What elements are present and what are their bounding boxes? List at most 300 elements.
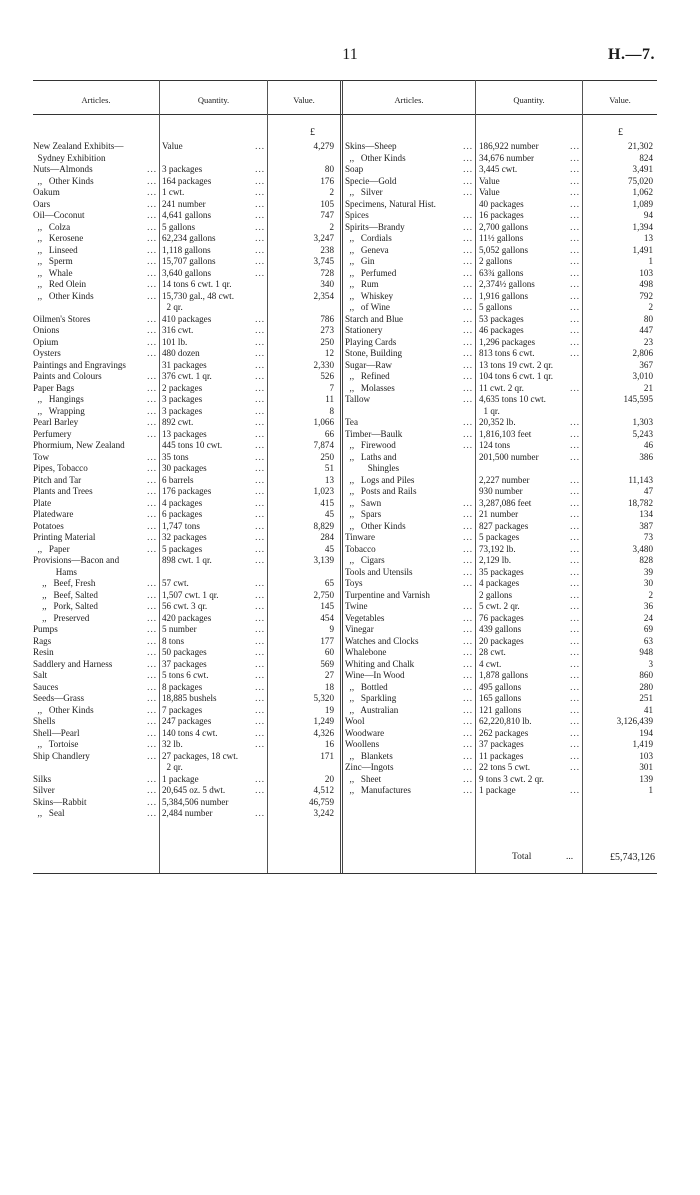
- quantity-text: 13 packages: [162, 428, 207, 439]
- quantity-cell: [479, 360, 580, 372]
- quantity-text: 15,707 gallons: [162, 256, 216, 266]
- article-name: Rags: [33, 635, 52, 646]
- leader-dots: ...: [147, 371, 157, 381]
- quantity-cell: [479, 682, 580, 694]
- leader-dots: ...: [147, 175, 157, 186]
- quantity-cell: [479, 785, 580, 797]
- quantity-text: 5 packages: [479, 532, 520, 542]
- table-row: [0, 176, 700, 188]
- leader-dots: ...: [570, 601, 580, 611]
- article-cell: [345, 716, 473, 728]
- leader-dots: ...: [463, 647, 473, 657]
- table-row: [0, 199, 700, 211]
- leader-dots: ...: [463, 244, 473, 255]
- leader-dots: ...: [147, 290, 157, 301]
- article-name: Oysters: [33, 348, 61, 358]
- table-row: [0, 371, 700, 383]
- article-name: ,, Laths and: [345, 451, 397, 462]
- quantity-text: 316 cwt.: [162, 325, 194, 335]
- quantity-text: 247 packages: [162, 716, 212, 726]
- leader-dots: ...: [463, 785, 473, 795]
- value-cell: 4,279: [313, 141, 334, 151]
- quantity-text: 2,484 number: [162, 808, 213, 818]
- article-name: Seeds—Grass: [33, 693, 85, 703]
- quantity-text: 101 lb.: [162, 336, 188, 347]
- quantity-text: 3 packages: [162, 394, 203, 404]
- leader-dots: ...: [255, 555, 265, 565]
- leader-dots: ...: [255, 785, 265, 795]
- value-cell: 105: [320, 198, 334, 209]
- quantity-text: 2,374½ gallons: [479, 279, 535, 289]
- article-name: Saddlery and Harness: [33, 658, 113, 669]
- quantity-cell: [479, 578, 580, 590]
- quantity-text: 53 packages: [479, 313, 524, 324]
- quantity-text: 3,287,086 feet: [479, 497, 532, 508]
- article-name: Wool: [345, 716, 365, 726]
- quantity-cell: [479, 716, 580, 728]
- article-name: ,, Whiskey: [345, 290, 394, 301]
- leader-dots: ...: [147, 704, 157, 715]
- value-cell: 2: [329, 221, 334, 232]
- quantity-text: 20 packages: [479, 635, 524, 646]
- table-row: [0, 337, 700, 349]
- article-name: Stationery: [345, 325, 383, 335]
- quantity-text: 5 cwt. 2 qr.: [479, 601, 520, 611]
- article-name: Opium: [33, 336, 59, 347]
- leader-dots: ...: [570, 244, 580, 255]
- quantity-text: 2 qr.: [162, 302, 183, 312]
- quantity-cell: [479, 544, 580, 556]
- leader-dots: ...: [147, 670, 157, 680]
- article-cell: [345, 279, 473, 291]
- leader-dots: ...: [570, 336, 580, 347]
- quantity-cell: [479, 417, 580, 429]
- article-name: ,, Red Olein: [33, 279, 87, 289]
- quantity-text: 62,220,810 lb.: [479, 716, 532, 726]
- quantity-text: 201,500 number: [479, 451, 539, 462]
- quantity-cell: [479, 774, 580, 786]
- article-name: Plants and Trees: [33, 486, 93, 496]
- article-cell: [345, 176, 473, 188]
- value-cell: 1,419: [632, 739, 653, 749]
- leader-dots: ...: [463, 681, 473, 692]
- leader-dots: ...: [147, 532, 157, 542]
- leader-dots: ...: [255, 244, 265, 255]
- quantity-cell: [479, 555, 580, 567]
- quantity-text: 4,641 gallons: [162, 210, 212, 220]
- article-cell: [345, 452, 473, 464]
- value-cell: 3,247: [313, 233, 334, 243]
- leader-dots: ...: [463, 325, 473, 335]
- leader-dots: ...: [463, 716, 473, 726]
- value-cell: 11: [325, 394, 334, 404]
- leader-dots: ...: [147, 233, 157, 243]
- value-cell: 2,354: [313, 290, 334, 301]
- quantity-text: 241 number: [162, 198, 206, 209]
- leader-dots: ...: [255, 256, 265, 266]
- value-cell: 171: [320, 750, 334, 761]
- quantity-cell: [479, 302, 580, 314]
- leader-dots: ...: [255, 681, 265, 692]
- leader-dots: ...: [255, 543, 265, 554]
- value-cell: 728: [320, 267, 334, 278]
- article-name: ,, Other Kinds: [33, 175, 94, 186]
- quantity-text: 3 packages: [162, 405, 203, 416]
- article-name: Sauces: [33, 681, 59, 692]
- leader-dots: ...: [255, 509, 265, 519]
- table-row: [0, 521, 700, 533]
- leader-dots: ...: [147, 578, 157, 588]
- article-name: Vinegar: [345, 624, 374, 634]
- leader-dots: ...: [570, 290, 580, 301]
- table-row: [0, 325, 700, 337]
- table-row: [0, 774, 700, 786]
- quantity-text: 34,676 number: [479, 152, 535, 163]
- value-cell: 280: [639, 681, 653, 692]
- value-cell: 2,750: [313, 589, 334, 600]
- quantity-text: 5 packages: [162, 543, 203, 554]
- quantity-text: 5 number: [162, 624, 197, 634]
- quantity-text: 898 cwt. 1 qr.: [162, 555, 212, 565]
- table-row: [0, 808, 340, 820]
- article-cell: [33, 808, 157, 820]
- leader-dots: ...: [255, 428, 265, 439]
- value-cell: 65: [324, 578, 334, 588]
- table-row: [0, 578, 700, 590]
- leader-dots: ...: [147, 428, 157, 439]
- quantity-text: 3,445 cwt.: [479, 164, 518, 174]
- leader-dots: ...: [147, 394, 157, 404]
- leader-dots: ...: [463, 497, 473, 508]
- article-cell: [345, 613, 473, 625]
- article-name: ,, Sperm: [33, 256, 73, 266]
- value-cell: 51: [324, 463, 334, 473]
- quantity-text: 5 gallons: [162, 221, 196, 232]
- quantity-text: 495 gallons: [479, 681, 522, 692]
- article-cell: [345, 187, 473, 199]
- quantity-text: 1 package: [162, 773, 199, 784]
- value-cell: 8,829: [313, 520, 334, 531]
- article-name: ,, Beef, Salted: [33, 589, 98, 600]
- quantity-cell: [479, 693, 580, 705]
- leader-dots: ...: [255, 589, 265, 600]
- article-name: Oil—Coconut: [33, 210, 85, 220]
- quantity-text: 7 packages: [162, 704, 203, 715]
- table-row: [0, 348, 700, 360]
- article-name: Pearl Barley: [33, 417, 79, 427]
- leader-dots: ...: [147, 256, 157, 266]
- leader-dots: ...: [570, 417, 580, 427]
- currency-symbol: £: [618, 127, 623, 138]
- value-cell: 747: [320, 210, 334, 220]
- article-name: Paper Bags: [33, 382, 75, 393]
- quantity-text: 11 cwt. 2 qr.: [479, 382, 524, 393]
- article-name: ,, Molasses: [345, 382, 395, 393]
- quantity-text: 176 packages: [162, 486, 212, 496]
- leader-dots: ...: [570, 486, 580, 496]
- value-cell: 145,595: [623, 394, 653, 404]
- quantity-text: Value: [479, 187, 500, 197]
- leader-dots: ...: [255, 624, 265, 634]
- quantity-cell: [479, 659, 580, 671]
- quantity-text: 32 lb.: [162, 739, 183, 749]
- table-row: [0, 509, 700, 521]
- quantity-cell: [479, 222, 580, 234]
- article-cell: [345, 590, 473, 602]
- quantity-cell: [479, 406, 580, 418]
- leader-dots: ...: [570, 187, 580, 197]
- quantity-text: 1,878 gallons: [479, 670, 529, 680]
- value-cell: 94: [643, 210, 653, 220]
- article-name: Phormium, New Zealand: [33, 440, 125, 450]
- table-row: [0, 233, 700, 245]
- leader-dots: ...: [463, 302, 473, 312]
- leader-dots: ...: [570, 739, 580, 749]
- quantity-cell: [479, 429, 580, 441]
- leader-dots: ...: [147, 417, 157, 427]
- article-cell: [345, 682, 473, 694]
- leader-dots: ...: [147, 221, 157, 232]
- article-name: Turpentine and Varnish: [345, 589, 430, 600]
- article-cell: [345, 601, 473, 613]
- value-cell: 1,394: [632, 221, 653, 232]
- value-cell: 73: [643, 532, 653, 542]
- table-row: [0, 670, 700, 682]
- article-name: Soap: [345, 164, 364, 174]
- leader-dots: ...: [463, 348, 473, 358]
- value-cell: 9: [329, 624, 334, 634]
- leader-dots: ...: [463, 555, 473, 565]
- quantity-text: 27 packages, 18 cwt.: [162, 750, 239, 761]
- table-top-rule: [33, 80, 657, 81]
- table-row: [0, 544, 700, 556]
- article-name: Woodware: [345, 727, 385, 738]
- quantity-text: 5,384,506 number: [162, 796, 229, 807]
- quantity-text: 5,052 gallons: [479, 244, 529, 255]
- quantity-text: 376 cwt. 1 qr.: [162, 371, 212, 381]
- quantity-text: 1,916 gallons: [479, 290, 529, 301]
- value-cell: 103: [639, 750, 653, 761]
- quantity-cell: [479, 624, 580, 636]
- quantity-text: 57 cwt.: [162, 578, 189, 588]
- table-row: [0, 705, 700, 717]
- value-cell: 367: [639, 359, 653, 370]
- quantity-cell: [479, 590, 580, 602]
- article-cell: [345, 429, 473, 441]
- quantity-text: 813 tons 6 cwt.: [479, 348, 535, 358]
- quantity-text: 30 packages: [162, 463, 207, 473]
- table-row: [0, 797, 340, 809]
- value-cell: 824: [639, 152, 653, 163]
- quantity-text: 11½ gallons: [479, 233, 524, 243]
- value-cell: 103: [639, 267, 653, 278]
- article-cell: [345, 705, 473, 717]
- article-cell: [345, 245, 473, 257]
- table-row: [0, 463, 700, 475]
- quantity-cell: [479, 245, 580, 257]
- value-cell: 3,126,439: [616, 716, 653, 726]
- leader-dots: ...: [147, 336, 157, 347]
- article-name: Paintings and Engravings: [33, 359, 126, 370]
- article-name: Potatoes: [33, 520, 64, 531]
- article-name: ,, Blankets: [345, 750, 393, 761]
- article-name: ,, Colza: [33, 221, 71, 232]
- quantity-text: 2 qr.: [162, 762, 183, 772]
- quantity-cell: [479, 383, 580, 395]
- quantity-text: 165 gallons: [479, 693, 522, 703]
- leader-dots: ...: [147, 750, 157, 761]
- leader-dots: ...: [463, 394, 473, 404]
- quantity-text: 420 packages: [162, 612, 212, 623]
- quantity-text: 21 number: [479, 509, 519, 519]
- leader-dots: ...: [463, 762, 473, 772]
- quantity-text: 18,885 bushels: [162, 693, 217, 703]
- quantity-text: 121 gallons: [479, 704, 522, 715]
- leader-dots: ...: [147, 325, 157, 335]
- leader-dots: ...: [255, 141, 265, 151]
- quantity-text: 6 packages: [162, 509, 203, 519]
- table-row: [0, 383, 700, 395]
- quantity-text: 50 packages: [162, 647, 207, 657]
- article-cell: [345, 199, 473, 211]
- leader-dots: ...: [255, 371, 265, 381]
- value-cell: 447: [639, 325, 653, 335]
- quantity-text: 4 cwt.: [479, 658, 502, 669]
- quantity-text: 13 tons 19 cwt. 2 qr.: [479, 359, 554, 370]
- value-cell: 63: [643, 635, 653, 646]
- quantity-text: 35 packages: [479, 566, 524, 577]
- quantity-cell: [479, 256, 580, 268]
- leader-dots: ...: [147, 382, 157, 393]
- value-cell: 27: [324, 670, 334, 680]
- leader-dots: ...: [463, 336, 473, 347]
- quantity-cell: [479, 153, 580, 165]
- value-cell: 11,143: [628, 474, 653, 485]
- value-cell: 1,066: [313, 417, 334, 427]
- leader-dots: ...: [147, 773, 157, 784]
- quantity-cell: [479, 739, 580, 751]
- value-cell: 3: [648, 658, 653, 669]
- leader-dots: ...: [463, 440, 473, 450]
- leader-dots: ...: [463, 624, 473, 634]
- table-row: [0, 360, 700, 372]
- quantity-text: 62,234 gallons: [162, 233, 216, 243]
- quantity-cell: [479, 452, 580, 464]
- value-cell: 176: [320, 175, 334, 186]
- quantity-cell: [479, 613, 580, 625]
- leader-dots: ...: [570, 221, 580, 232]
- table-row: [0, 245, 700, 257]
- leader-dots: ...: [255, 210, 265, 220]
- article-name: ,, Hangings: [33, 394, 84, 404]
- quantity-text: 28 cwt.: [479, 647, 506, 657]
- leader-dots: ...: [570, 302, 580, 312]
- article-name: Vegetables: [345, 612, 385, 623]
- quantity-text: 480 dozen: [162, 348, 200, 358]
- value-cell: 39: [643, 566, 653, 577]
- value-cell: 177: [320, 635, 334, 646]
- table-row: [0, 394, 700, 406]
- article-name: ,, Perfumed: [345, 267, 397, 278]
- article-name: Plate: [33, 497, 52, 508]
- quantity-cell: [479, 176, 580, 188]
- quantity-text: 20,352 lb.: [479, 417, 516, 427]
- article-name: ,, Other Kinds: [345, 152, 406, 163]
- leader-dots: ...: [463, 152, 473, 163]
- quantity-text: 35 tons: [162, 451, 189, 462]
- quantity-text: 140 tons 4 cwt.: [162, 727, 218, 738]
- value-cell: 23: [643, 336, 653, 347]
- leader-dots: ...: [147, 520, 157, 531]
- table-row: [0, 693, 700, 705]
- quantity-cell: [479, 348, 580, 360]
- leader-dots: ...: [463, 359, 473, 370]
- leader-dots: ...: [255, 658, 265, 669]
- value-cell: 284: [320, 532, 334, 542]
- leader-dots: ...: [147, 727, 157, 738]
- value-cell: 860: [639, 670, 653, 680]
- leader-dots: ...: [147, 589, 157, 600]
- column-header-quantity: Quantity.: [197, 95, 230, 105]
- leader-dots: ...: [147, 486, 157, 496]
- table-row: [0, 153, 700, 165]
- leader-dots: ...: [570, 647, 580, 657]
- article-name: Oilmen's Stores: [33, 313, 91, 324]
- value-cell: 45: [324, 543, 334, 554]
- article-name: Pumps: [33, 624, 58, 634]
- leader-dots: ...: [463, 693, 473, 703]
- leader-dots: ...: [255, 670, 265, 680]
- article-name: ,, Bottled: [345, 681, 388, 692]
- quantity-text: 8 tons: [162, 635, 184, 646]
- table-row: [0, 429, 700, 441]
- leader-dots: ...: [147, 164, 157, 174]
- article-cell: [345, 360, 473, 372]
- leader-dots: ...: [570, 520, 580, 531]
- quantity-cell: [479, 751, 580, 763]
- table-row: [0, 291, 700, 303]
- leader-dots: ...: [570, 658, 580, 669]
- leader-dots: ...: [147, 210, 157, 220]
- leader-dots: ...: [147, 796, 157, 807]
- value-cell: 2: [648, 302, 653, 312]
- article-name: Spirits—Brandy: [345, 221, 405, 232]
- leader-dots: ...: [255, 175, 265, 186]
- article-name: New Zealand Exhibits—: [33, 141, 124, 151]
- leader-dots: ...: [147, 405, 157, 416]
- leader-dots: ...: [463, 566, 473, 577]
- value-cell: 5,243: [632, 428, 653, 439]
- quantity-text: 5 gallons: [479, 302, 513, 312]
- quantity-cell: [479, 371, 580, 383]
- quantity-text: 827 packages: [479, 520, 529, 531]
- quantity-text: 3 packages: [162, 164, 203, 174]
- article-cell: [345, 636, 473, 648]
- quantity-text: 56 cwt. 3 qr.: [162, 601, 208, 611]
- quantity-cell: [479, 498, 580, 510]
- leader-dots: ...: [255, 394, 265, 404]
- article-name: Timber—Baulk: [345, 428, 403, 439]
- leader-dots: ...: [570, 566, 580, 577]
- table-row: [0, 222, 700, 234]
- value-cell: 2: [648, 589, 653, 600]
- quantity-text: 76 packages: [479, 612, 524, 623]
- leader-dots: ...: [570, 704, 580, 715]
- leader-dots: ...: [463, 612, 473, 623]
- value-cell: 36: [643, 601, 653, 611]
- value-cell: 251: [639, 693, 653, 703]
- leader-dots: ...: [255, 532, 265, 542]
